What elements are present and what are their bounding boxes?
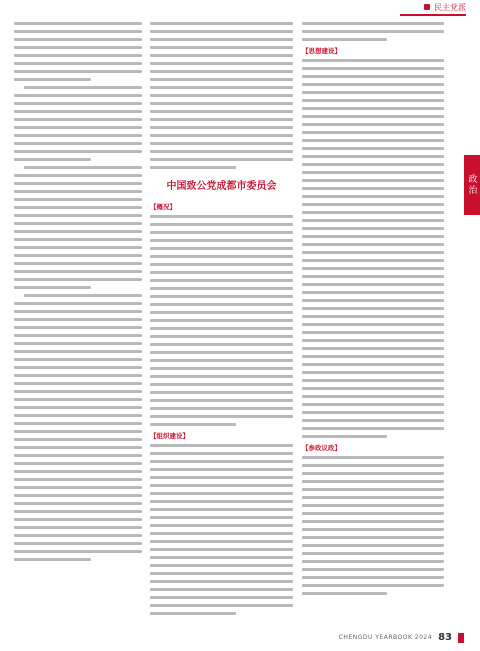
para-head-participation: 【参政议政】 [302, 444, 341, 452]
section-marker-icon [424, 4, 430, 10]
section-label: 民主党派 [434, 2, 466, 12]
page-footer [339, 632, 464, 643]
para-head-overview: 【概况】 [150, 203, 176, 211]
para-head-ideology: 【思想建设】 [302, 47, 341, 55]
para-head-organization: 【组织建设】 [150, 432, 189, 440]
text-column-3 [302, 22, 444, 600]
section-header-tab [400, 0, 466, 16]
yearbook-label: CHENGDU YEARBOOK 2024 [338, 634, 433, 641]
article-title: 中国致公党成都市委员会 [166, 181, 277, 192]
page-number: 83 [438, 632, 452, 643]
side-chapter-tab: 政治 [464, 155, 480, 215]
text-column-1 [14, 22, 142, 566]
footer-accent-bar [458, 633, 464, 643]
text-column-2 [150, 22, 293, 620]
